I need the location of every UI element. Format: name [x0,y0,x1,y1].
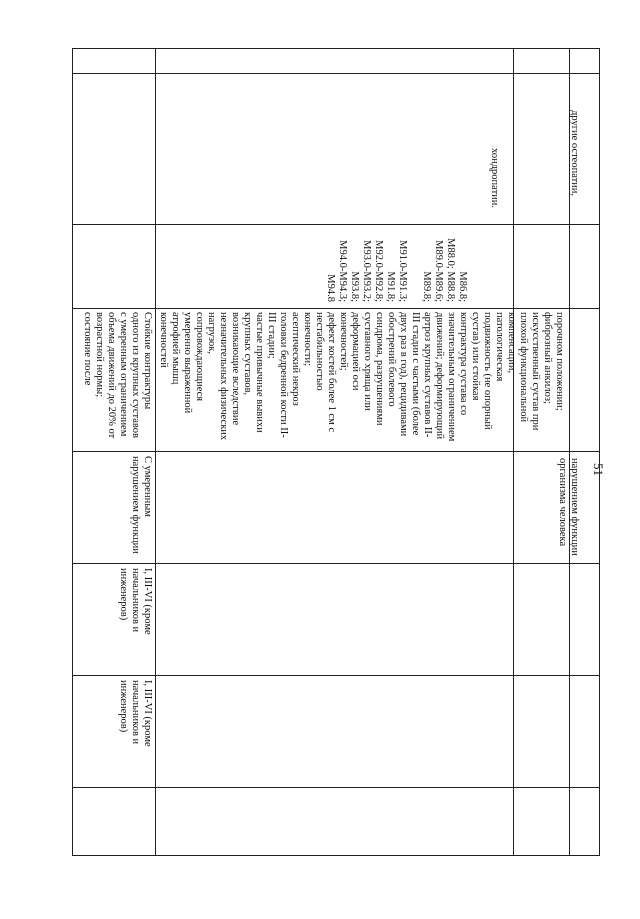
next-row-category-b: I, III-VI (кроме начальников и инженеров) [118,680,153,747]
main-row-title-tail: хондропатии. [489,148,500,209]
next-row-description: Стойкие контрактуры одного из крупных суставов с умеренным ограничением объема движений до 20% от возрастной нормы; состояние после [82,312,153,439]
icd-codes: M86.8; M88.0; M88.8; M89.0-M89.6; M89.8; M91.0-M91.3; M91.8; M92.0-M92.8; M93.0-M93.2; M93.8; M94.0-M94.3; M94.8 [325,238,468,302]
table-divider [73,563,599,564]
page-number: 51 [591,463,606,476]
table-divider [73,224,599,225]
table-divider [73,73,599,74]
table-divider [73,787,599,788]
table-divider [73,451,599,452]
table-divider [73,675,599,676]
next-row-category-a: I, III-VI (кроме начальников и инженеров) [118,568,153,635]
next-row-function: С умеренным нарушением функции [130,456,153,554]
row-divider [513,49,514,855]
continued-row-title: другие остеопатии, [569,110,580,197]
continued-row-function: нарушением функции организма человека [557,458,580,556]
table-divider [73,308,599,309]
main-row-description: порочном положении; фиброзный анкилоз; искусственный сустав при плохой функциональной компенсации, патологическая подвижность (не опорный сустав) или стойкая контрактура сустава со значительным ограничением движений; деформирующий артроз крупных суставов II- III стадии с частыми (более двух раз в год), рецидивами обострений болевого синдрома, разрушениями суставного хряща или деформацией оси конечностей; дефект костей более 1 см с нестабильностью конечности; асептический некроз головки бедренной кости II- III стадии; частые привычные вывихи крупных суставов, возникающие вследствие незначительных физических нагрузок, сопровождающиеся умеренно выраженной атрофией мышц конечностей [158,312,565,442]
row-divider [155,49,156,855]
